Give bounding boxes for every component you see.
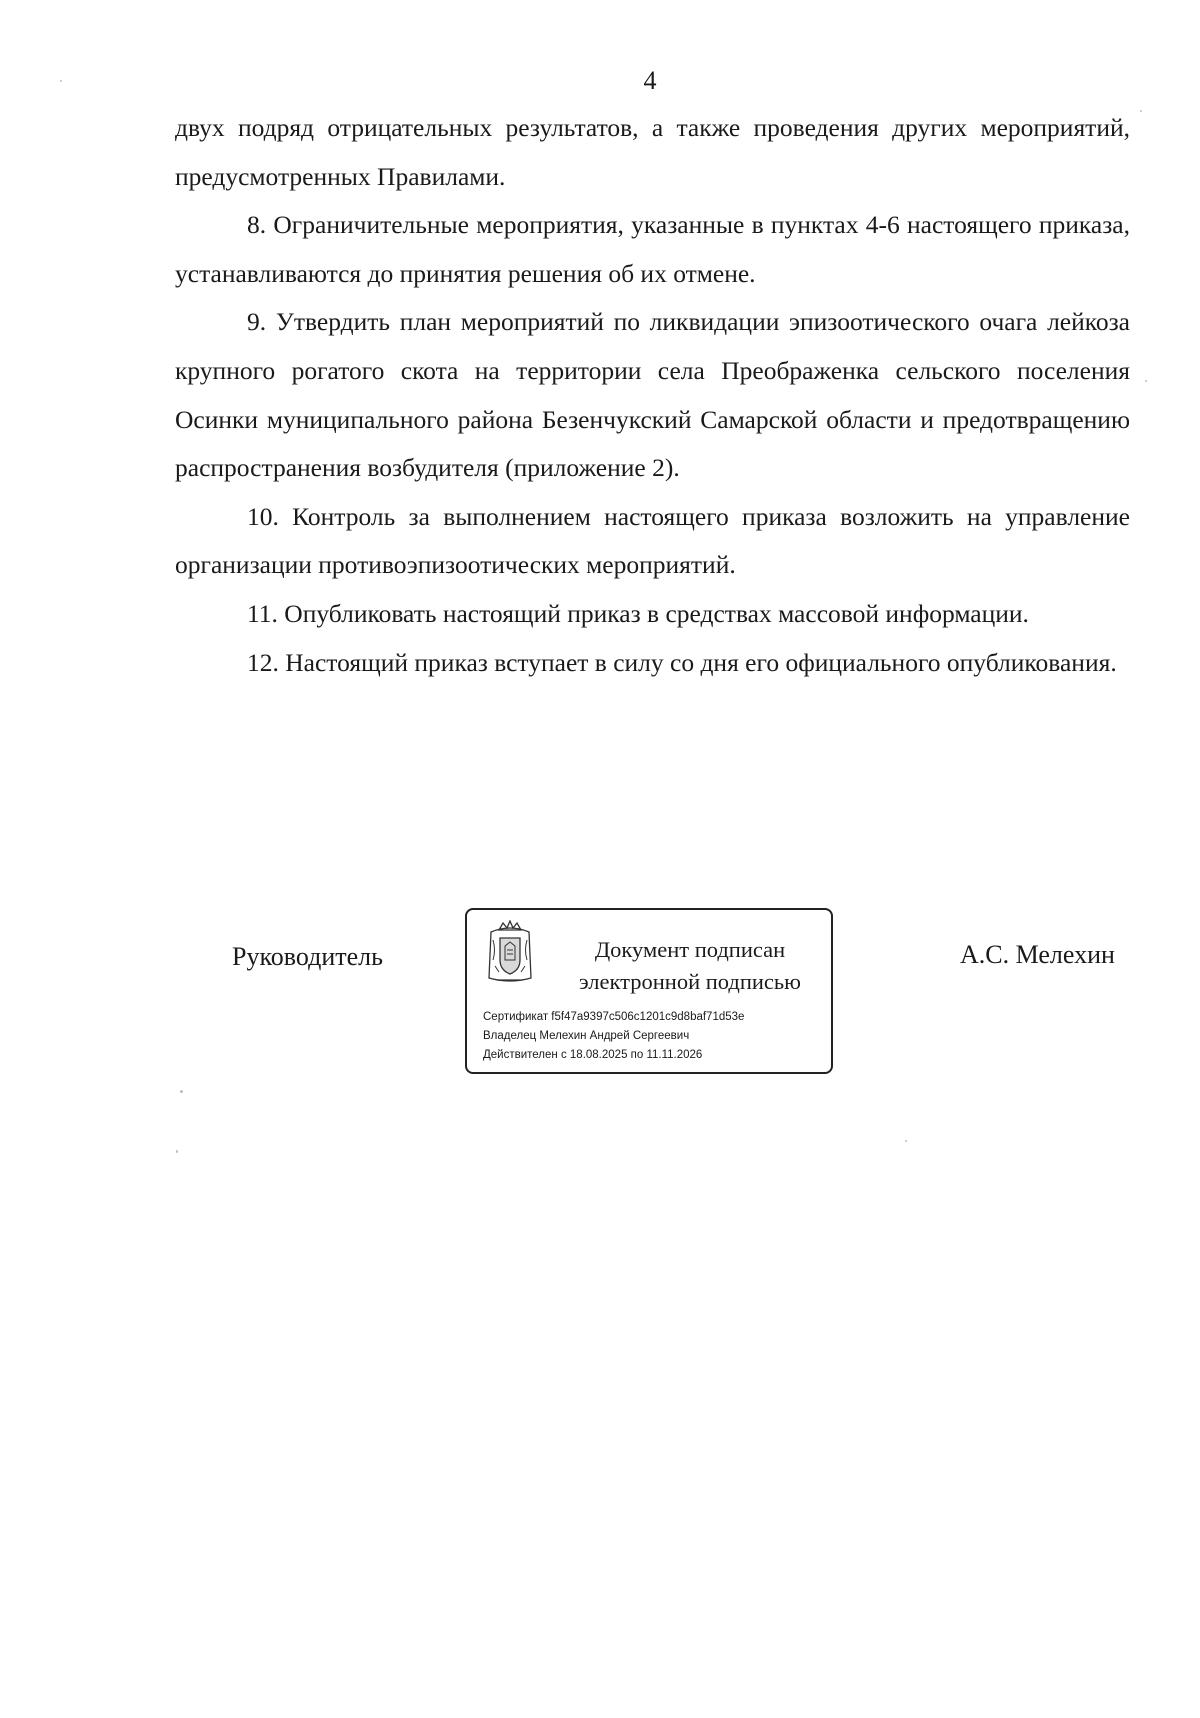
document-body <box>175 104 1130 687</box>
paragraph-item-11: 11. Опубликовать настоящий приказ в средствах массовой информации. <box>247 598 1029 628</box>
paragraph-item-12: 12. Настоящий приказ вступает в силу со дня его официального опубликования. <box>247 647 1117 677</box>
paragraph-item-9: 9. Утвердить план мероприятий по ликвидации эпизоотического очага лейкоза крупного рогатого скота на территории села Преображенка сельского поселения Осинки муниципального района Безенчукский Самарской области и предотвращению распространения возбудителя (приложение 2). <box>175 307 1130 483</box>
electronic-signature-stamp <box>465 908 833 1074</box>
signatory-name: А.С. Мелехин <box>960 940 1115 969</box>
stamp-certificate: Сертификат f5f47a9397c506c1201c9d8baf71d53e <box>483 1011 745 1023</box>
stamp-title-line-1: Документ подписан <box>594 937 786 962</box>
scan-speck <box>60 80 62 82</box>
stamp-details <box>483 1008 744 1065</box>
scan-speck <box>176 1150 178 1153</box>
stamp-owner: Владелец Мелехин Андрей Сергеевич <box>483 1030 690 1042</box>
coat-of-arms-icon <box>485 920 535 986</box>
paragraph-item-8: 8. Ограничительные мероприятия, указанные в пунктах 4-6 настоящего приказа, устанавливаются до принятия решения об их отмене. <box>175 210 1130 288</box>
page-number: 4 <box>643 66 657 95</box>
signature-block <box>0 900 1200 1090</box>
scan-speck <box>905 1140 907 1142</box>
signatory-role: Руководитель <box>232 942 383 971</box>
scan-speck <box>1140 110 1142 112</box>
paragraph-continuation: двух подряд отрицательных результатов, а также проведения других мероприятий, предусмотренных Правилами. <box>175 113 1130 191</box>
stamp-title <box>559 934 821 998</box>
stamp-validity: Действителен с 18.08.2025 по 11.11.2026 <box>483 1049 703 1061</box>
stamp-title-line-2: электронной подписью <box>579 969 801 994</box>
paragraph-item-10: 10. Контроль за выполнением настоящего приказа возложить на управление организации противоэпизоотических мероприятий. <box>175 501 1130 580</box>
scan-speck <box>180 1090 183 1093</box>
scan-speck <box>1145 380 1147 382</box>
